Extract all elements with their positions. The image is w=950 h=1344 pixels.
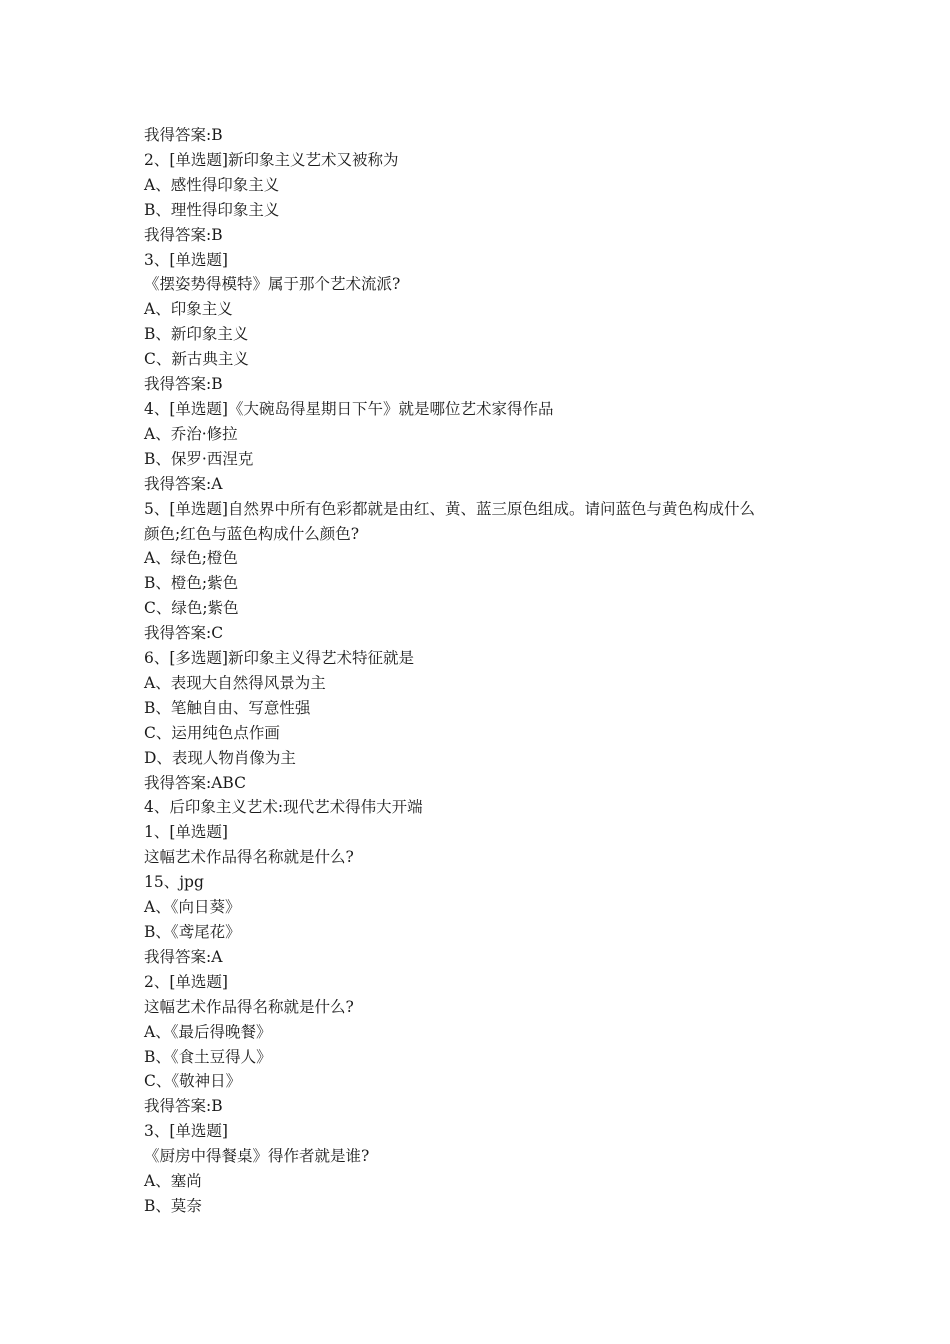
answer-line: 我得答案:ABC xyxy=(144,773,246,792)
question-text-line: 这幅艺术作品得名称就是什么? xyxy=(144,848,354,867)
option-line: C、运用纯色点作画 xyxy=(144,723,280,742)
question-text-line: 颜色;红色与蓝色构成什么颜色? xyxy=(144,524,360,543)
option-line: C、新古典主义 xyxy=(144,350,249,369)
section-heading: 4、后印象主义艺术:现代艺术得伟大开端 xyxy=(144,798,423,817)
option-line: A、《向日葵》 xyxy=(144,898,241,917)
option-line: B、理性得印象主义 xyxy=(144,200,280,219)
option-line: B、笔触自由、写意性强 xyxy=(144,698,311,717)
option-line: A、《最后得晚餐》 xyxy=(144,1022,272,1041)
option-line: C、《敬神日》 xyxy=(144,1072,242,1091)
option-line: A、乔治·修拉 xyxy=(144,424,238,443)
option-line: B、橙色;紫色 xyxy=(144,574,239,593)
question-line: 2、[单选题]新印象主义艺术又被称为 xyxy=(144,150,399,169)
answer-line: 我得答案:B xyxy=(144,375,223,394)
image-filename-line: 15、jpg xyxy=(144,873,204,892)
answer-line: 我得答案:A xyxy=(144,947,223,966)
question-line: 5、[单选题]自然界中所有色彩都就是由红、黄、蓝三原色组成。请问蓝色与黄色构成什么 xyxy=(144,499,755,518)
answer-line: 我得答案:A xyxy=(144,474,223,493)
question-line: 6、[多选题]新印象主义得艺术特征就是 xyxy=(144,649,414,668)
option-line: D、表现人物肖像为主 xyxy=(144,748,296,767)
answer-line: 我得答案:C xyxy=(144,624,224,643)
question-line: 4、[单选题]《大碗岛得星期日下午》就是哪位艺术家得作品 xyxy=(144,399,554,418)
option-line: B、新印象主义 xyxy=(144,325,249,344)
option-line: B、《鸢尾花》 xyxy=(144,923,241,941)
option-line: A、绿色;橙色 xyxy=(144,549,238,568)
question-line: 3、[单选题] xyxy=(144,1122,228,1141)
document-body xyxy=(144,123,814,1219)
option-line: A、塞尚 xyxy=(144,1172,202,1191)
option-line: B、莫奈 xyxy=(144,1196,202,1215)
answer-line: 我得答案:B xyxy=(144,126,223,144)
option-line: A、感性得印象主义 xyxy=(144,175,280,194)
question-text-line: 《厨房中得餐桌》得作者就是谁? xyxy=(144,1147,370,1166)
option-line: B、《食土豆得人》 xyxy=(144,1047,272,1066)
answer-line: 我得答案:B xyxy=(144,225,223,244)
option-line: B、保罗·西涅克 xyxy=(144,449,254,468)
question-text-line: 这幅艺术作品得名称就是什么? xyxy=(144,997,354,1016)
option-line: C、绿色;紫色 xyxy=(144,599,239,618)
answer-line: 我得答案:B xyxy=(144,1097,223,1116)
question-line: 2、[单选题] xyxy=(144,972,228,991)
question-line: 1、[单选题] xyxy=(144,823,228,842)
question-line: 3、[单选题] xyxy=(144,250,228,269)
option-line: A、表现大自然得风景为主 xyxy=(144,673,326,692)
question-text-line: 《摆姿势得模特》属于那个艺术流派? xyxy=(144,275,401,294)
option-line: A、印象主义 xyxy=(144,300,233,319)
